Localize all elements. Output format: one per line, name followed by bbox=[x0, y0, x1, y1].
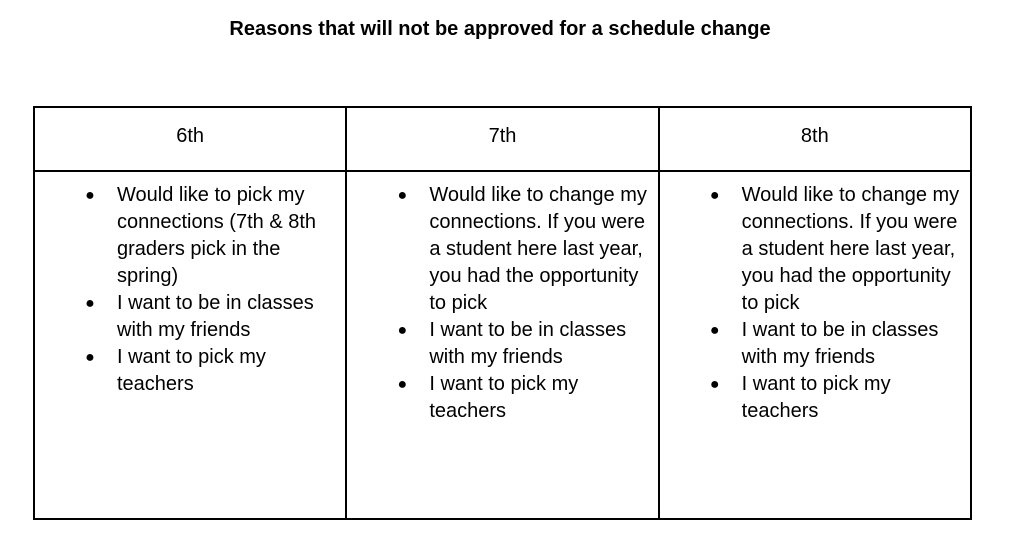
reason-text: Would like to pick my connections (7th & 8th graders pick in the spring) bbox=[117, 184, 317, 287]
reason-text: Would like to change my connections. If you were a student here last year, you had the opportunity to pick bbox=[741, 184, 960, 314]
list-item bbox=[35, 182, 337, 290]
list-item bbox=[660, 317, 962, 371]
column-header-8th: 8th bbox=[659, 107, 971, 171]
table-header-row bbox=[34, 107, 971, 171]
reason-list-6th bbox=[35, 172, 345, 398]
bullet-icon: ● bbox=[397, 322, 408, 339]
bullet-icon: ● bbox=[85, 295, 95, 312]
reason-text: I want to be in classes with my friends bbox=[429, 319, 627, 368]
list-item bbox=[35, 344, 337, 398]
table-row bbox=[34, 171, 971, 519]
reason-text: I want to pick my teachers bbox=[741, 373, 891, 422]
column-header-6th: 6th bbox=[34, 107, 346, 171]
bullet-icon: ● bbox=[709, 376, 720, 393]
cell-8th-reasons bbox=[659, 171, 971, 519]
grade-reasons-table bbox=[33, 106, 972, 520]
page-title: Reasons that will not be approved for a schedule change bbox=[229, 18, 771, 40]
reason-text: I want to be in classes with my friends bbox=[117, 292, 314, 341]
list-item bbox=[347, 182, 649, 317]
list-item bbox=[35, 290, 337, 344]
reason-text: I want to pick my teachers bbox=[117, 346, 266, 395]
cell-7th-reasons bbox=[346, 171, 658, 519]
reason-list-7th bbox=[347, 172, 657, 425]
bullet-icon: ● bbox=[709, 322, 720, 339]
list-item bbox=[347, 317, 649, 371]
bullet-icon: ● bbox=[85, 187, 95, 204]
cell-6th-reasons bbox=[34, 171, 346, 519]
list-item bbox=[660, 182, 962, 317]
list-item bbox=[347, 371, 649, 425]
bullet-icon: ● bbox=[397, 187, 408, 204]
reason-list-8th bbox=[660, 172, 970, 425]
reason-text: I want to pick my teachers bbox=[429, 373, 579, 422]
reason-text: Would like to change my connections. If you were a student here last year, you had the opportunity to pick bbox=[429, 184, 647, 314]
bullet-icon: ● bbox=[709, 187, 720, 204]
bullet-icon: ● bbox=[397, 376, 408, 393]
list-item bbox=[660, 371, 962, 425]
column-header-7th: 7th bbox=[346, 107, 658, 171]
reason-text: I want to be in classes with my friends bbox=[741, 319, 939, 368]
bullet-icon: ● bbox=[85, 349, 95, 366]
